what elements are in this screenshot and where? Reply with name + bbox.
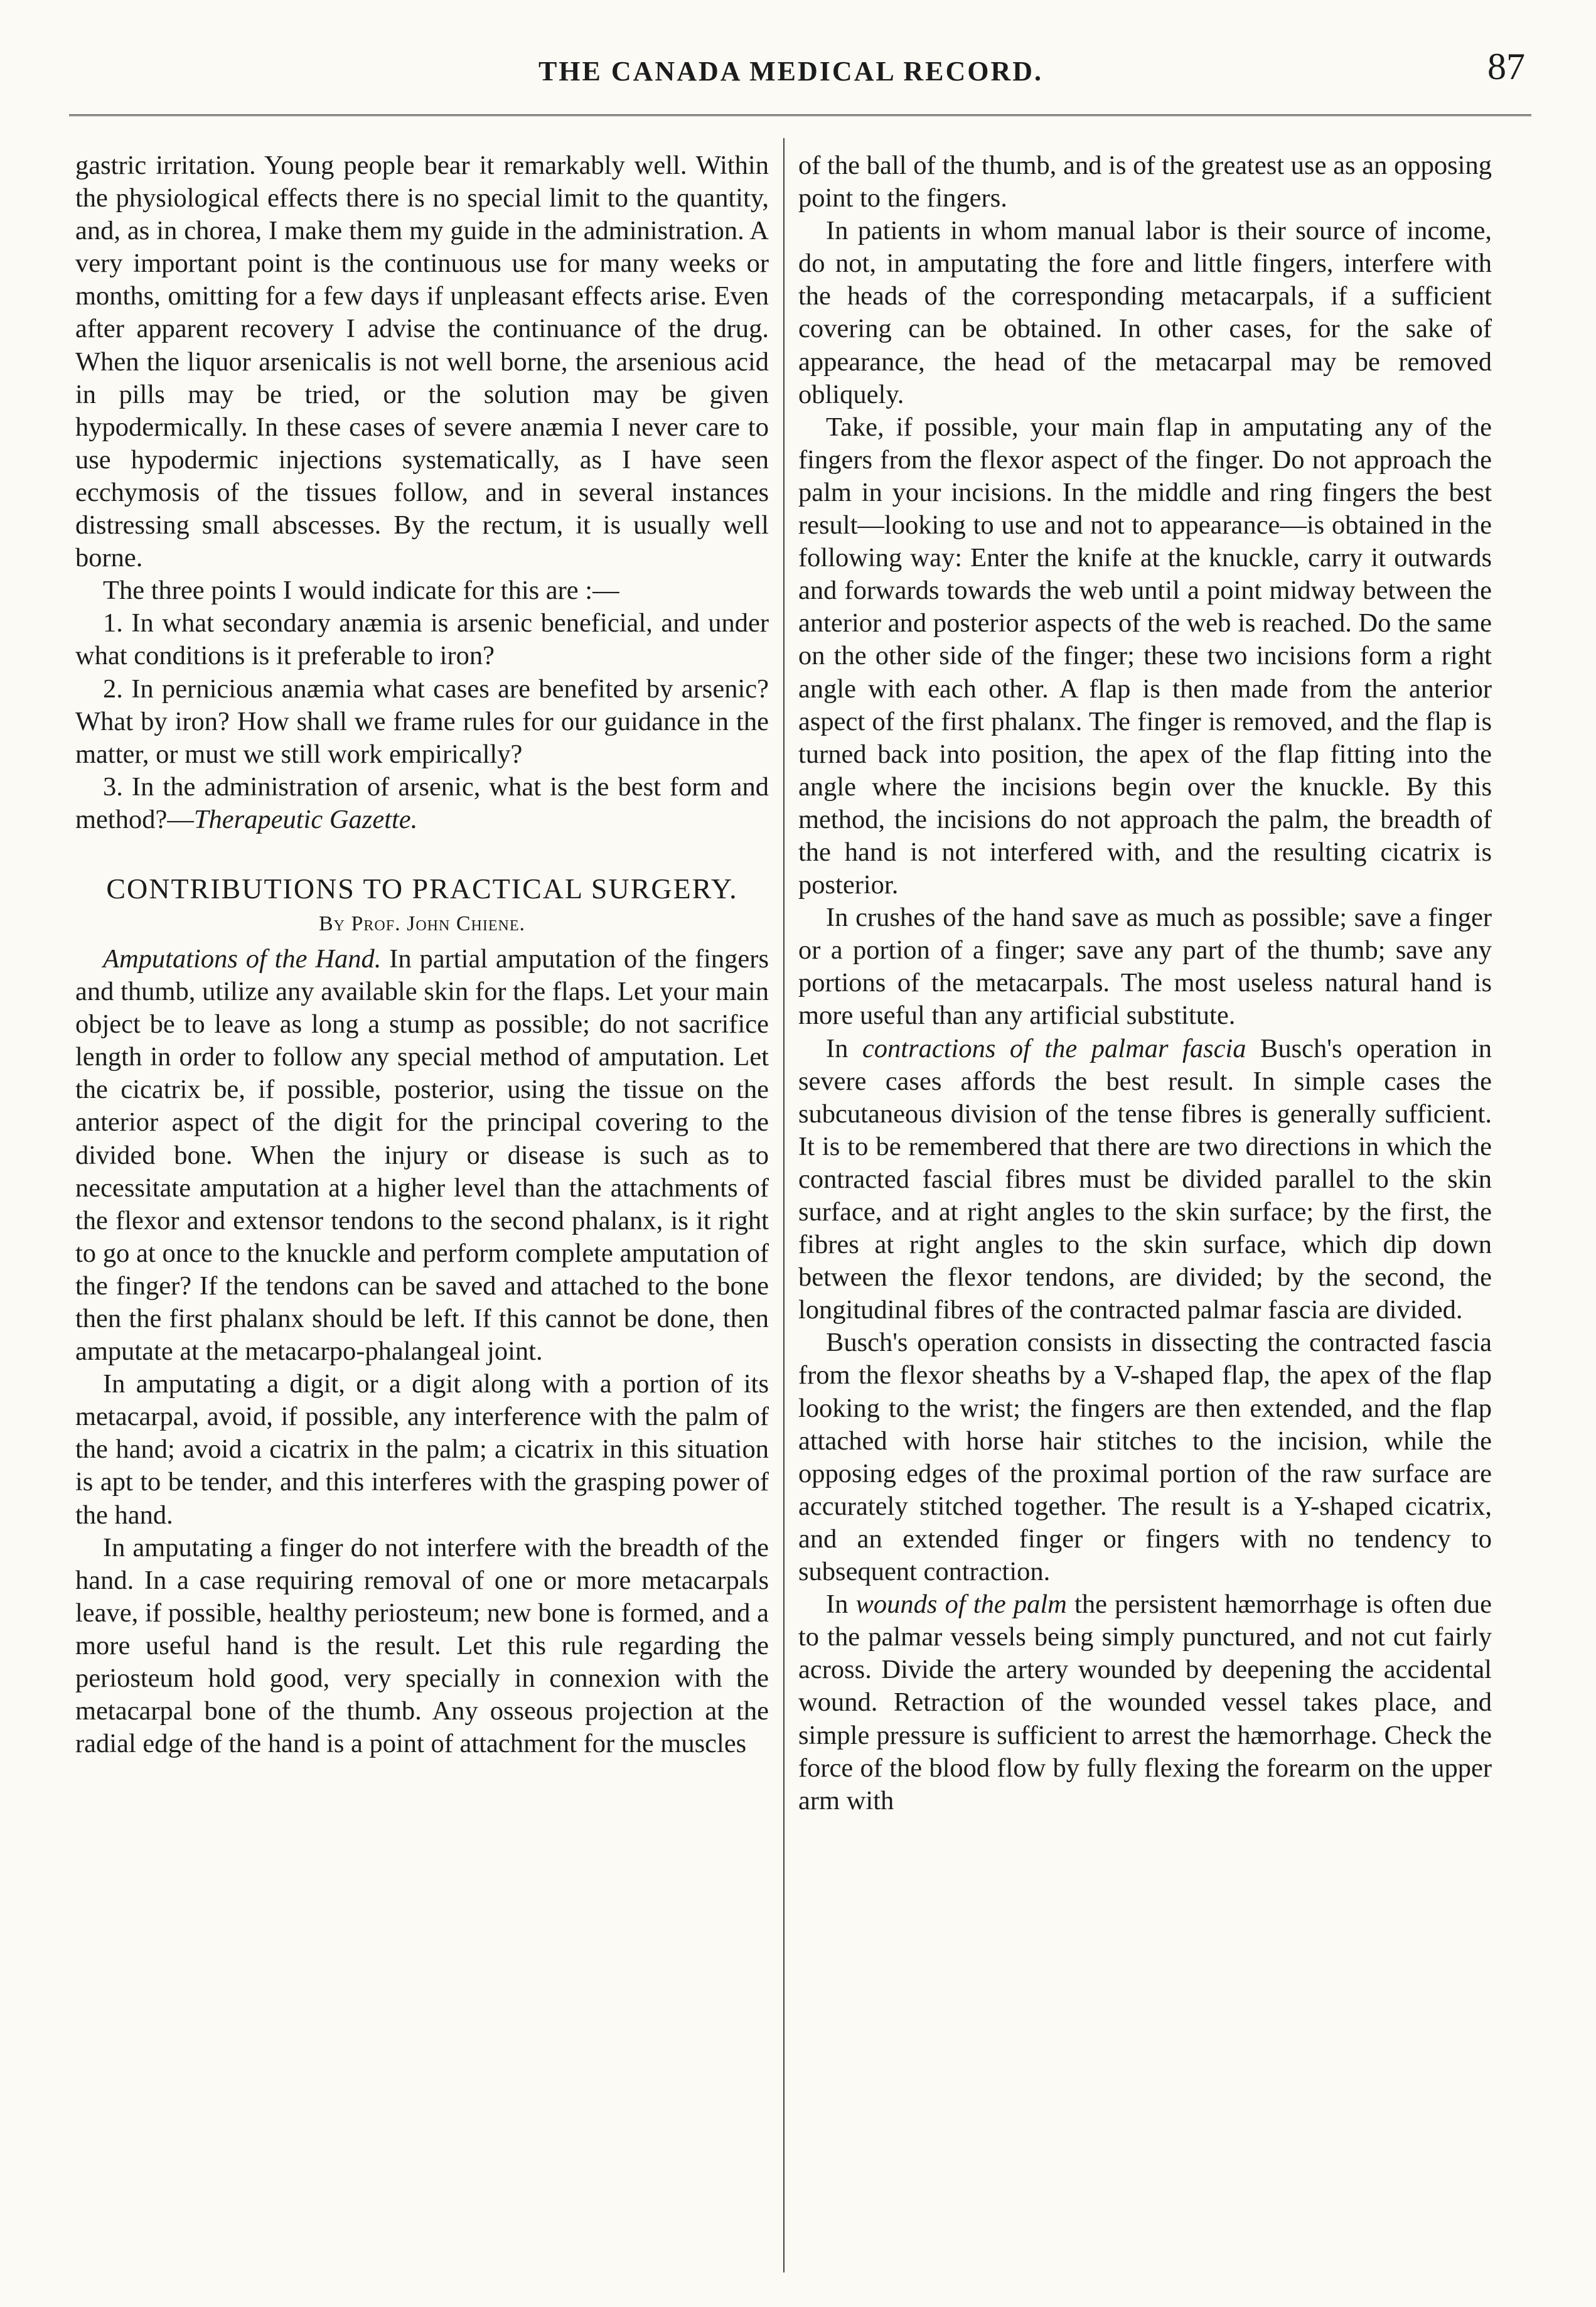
amputations-paragraph	[75, 943, 769, 1368]
wounds-text: the persistent hæmorrhage is often due to the palmar vessels being simply punctured, and not cut fairly across. Divide the artery wounded by deepening the accidental wound. Retraction of the wounded vessel takes place, and simple pressure is sufficient to arrest the hæmorrhage. Check the force of the blood flow by fully flexing the forearm on the upper arm with	[798, 1589, 1492, 1815]
column-divider	[783, 138, 785, 2272]
wounds-lead: wounds of the palm	[855, 1589, 1067, 1620]
point-3-text: 3. In the administration of arsenic, what is the best form and method?—	[75, 772, 769, 834]
contractions-pre: In	[826, 1033, 849, 1063]
left-column	[75, 149, 769, 2259]
contractions-lead: contractions of the palmar fascia	[862, 1033, 1246, 1063]
manual-labor-paragraph: In patients in whom manual labor is their source of income, do not, in amputating the fore and little fingers, interfere with the heads of the corresponding metacarpals, if a sufficient covering can be obtained. In other cases, for the sake of appearance, the head of the metacarpal may be removed obliquely.	[798, 216, 1492, 409]
section-gap	[75, 836, 769, 871]
points-intro: The three points I would indicate for this are :—	[103, 576, 619, 606]
right-column	[798, 149, 1492, 2259]
continued-paragraph: gastric irritation. Young people bear it remarkably well. Within the physiological effects there is no special limit to the quantity, and, as in chorea, I make them my guide in the administration. A very important point is the continuous use for many weeks or months, omitting for a few days if unpleasant effects arise. Even after apparent recovery I advise the continuance of the drug. When the liquor arsenicalis is not well borne, the arsenious acid in pills may be tried, or the solution may be given hypodermically. In these cases of severe anæmia I never care to use hypodermic injections systematically, as I have seen ecchymosis of the tissues follow, and in several instances distressing small abscesses. By the rectum, it is usually well borne.	[75, 151, 769, 573]
finger-paragraph: In amputating a finger do not interfere with the breadth of the hand. In a case requiring removal of one or more metacarpals leave, if possible, healthy periosteum; new bone is formed, and a more useful hand is the result. Let this rule regarding the periosteum hold good, very specially in connexion with the metacarpal bone of the thumb. Any osseous projection at the radial edge of the hand is a point of attachment for the muscles	[75, 1532, 769, 1759]
busch-paragraph: Busch's operation consists in dissecting the contracted fascia from the flexor sheaths by a V-shaped flap, the apex of the flap looking to the wrist; the fingers are then extended, and the flap attached with horse hair stitches to the incision, while the opposing edges of the proximal portion of the raw surface are accurately stitched together. The result is a Y-shaped cicatrix, and an extended finger or fingers with no tendency to subsequent contraction.	[798, 1328, 1492, 1587]
contractions-paragraph	[798, 1033, 1492, 1327]
amputations-lead: Amputations of the Hand.	[103, 944, 382, 974]
page-number: 87	[1487, 46, 1525, 87]
point-1: 1. In what secondary anæmia is arsenic beneficial, and under what conditions is it preferable to iron?	[75, 608, 769, 671]
wounds-pre: In	[826, 1589, 849, 1620]
point-3-source: Therapeutic Gazette.	[193, 804, 418, 834]
point-2: 2. In pernicious anæmia what cases are benefited by arsenic? What by iron? How shall we frame rules for our guidance in the matter, or must we still work empirically?	[75, 674, 769, 769]
contractions-text: Busch's operation in severe cases affords the best result. In simple cases the subcutaneous division of the tense fibres is generally sufficient. It is to be remembered that there are two directions in which the contracted fascial fibres must be divided parallel to the skin surface, and at right angles to the skin surface; by the first, the fibres at right angles to the skin surface, which dip down between the flexor tendons, are divided; by the second, the longitudinal fibres of the contracted palmar fascia are divided.	[798, 1033, 1492, 1325]
digit-paragraph: In amputating a digit, or a digit along with a portion of its metacarpal, avoid, if possible, any interference with the palm of the hand; avoid a cicatrix in the palm; a cicatrix in this situation is apt to be tender, and this interferes with the grasping power of the hand.	[75, 1369, 769, 1530]
crushes-paragraph: In crushes of the hand save as much as possible; save a finger or a portion of a finger; save any part of the thumb; save any portions of the metacarpals. The most useless natural hand is more useful than any artificial substitute.	[798, 903, 1492, 1031]
article-heading: CONTRIBUTIONS TO PRACTICAL SURGERY.	[106, 872, 738, 905]
page-header	[69, 41, 1525, 110]
main-flap-paragraph: Take, if possible, your main flap in amputating any of the fingers from the flexor aspect of the finger. Do not approach the palm in your incisions. In the middle and ring fingers the best result—looking to use and not to appearance—is obtained in the following way: Enter the knife at the knuckle, carry it outwards and forwards towards the web until a point midway between the anterior and posterior aspects of the web is reached. Do the same on the other side of the finger; these two incisions form a right angle with each other. A flap is then made from the anterior aspect of the first phalanx. The finger is removed, and the flap is turned back into position, the apex of the flap fitting into the angle where the incisions begin over the knuckle. By this method, the incisions do not approach the palm, the breadth of the hand is not interfered with, and the resulting cicatrix is posterior.	[798, 412, 1492, 900]
header-rule	[69, 114, 1531, 116]
article-author: By Prof. John Chiene.	[319, 912, 525, 935]
point-3	[75, 771, 769, 836]
wounds-paragraph	[798, 1588, 1492, 1817]
journal-title: THE CANADA MEDICAL RECORD.	[538, 56, 1044, 87]
continued-paragraph-right: of the ball of the thumb, and is of the greatest use as an opposing point to the fingers.	[798, 151, 1492, 213]
amputations-text: In partial amputation of the fingers and thumb, utilize any available skin for the flaps. Let your main object be to leave as long a stump as possible; do not sacrifice length in order to follow any special method of amputation. Let the cicatrix be, if possible, posterior, using the tissue on the anterior aspect of the digit for the principal covering to the divided bone. When the injury or disease is such as to necessitate amputation at a higher level than the attachments of the flexor and extensor tendons to the second phalanx, is it right to go at once to the knuckle and perform complete amputation of the finger? If the tendons can be saved and attached to the bone then the first phalanx should be left. If this cannot be done, then amputate at the metacarpo-phalangeal joint.	[75, 944, 769, 1367]
